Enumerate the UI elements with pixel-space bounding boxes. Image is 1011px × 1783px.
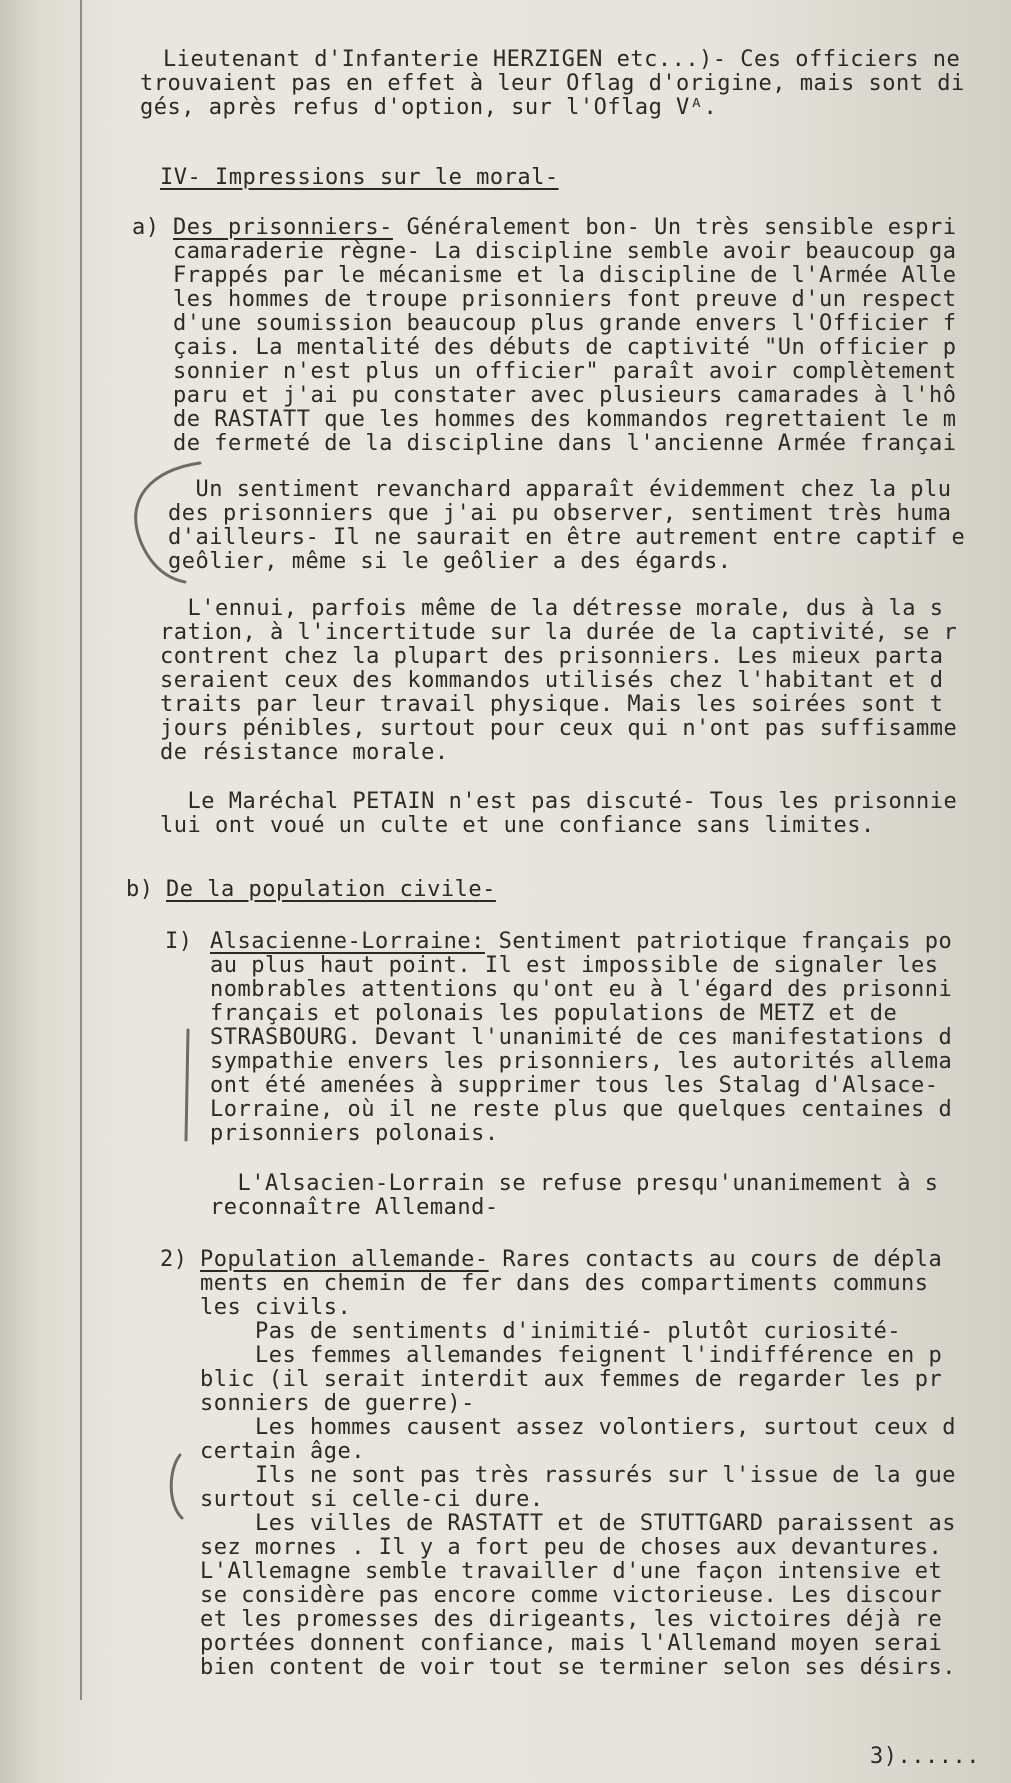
- intro-line: gés, après refus d'option, sur l'Oflag Vᴬ.: [140, 95, 718, 120]
- sub1-line: Lorraine, où il ne reste plus que quelques centaines d: [210, 1097, 953, 1122]
- part-a-p3-line: L'ennui, parfois même de la détresse morale, dus à la s: [160, 596, 944, 621]
- part-b-marker: b): [126, 877, 154, 902]
- sub1-line: au plus haut point. Il est impossible de signaler les: [210, 953, 939, 978]
- sub2-line: sez mornes . Il y a fort peu de choses aux devantures.: [200, 1535, 943, 1560]
- page-continuation: 3)......: [870, 1744, 980, 1769]
- sub2-line: portées donnent confiance, mais l'Allemand moyen serai: [200, 1631, 943, 1656]
- part-a-line: çais. La mentalité des débuts de captivité "Un officier p: [173, 335, 957, 360]
- part-a-p3-line: traits par leur travail physique. Mais les soirées sont t: [160, 692, 944, 717]
- sub2-line: Les femmes allemandes feignent l'indifférence en p: [200, 1343, 943, 1368]
- intro-line: Lieutenant d'Infanterie HERZIGEN etc...)- Ces officiers ne: [163, 47, 961, 72]
- part-a-p2-line: Un sentiment revanchard apparaît évidemment chez la plu: [168, 477, 952, 502]
- sub1-line: français et polonais les populations de METZ et de: [210, 1001, 898, 1026]
- part-a-line: sonnier n'est plus un officier" paraît avoir complètement: [173, 359, 957, 384]
- sub1-line: ont été amenées à supprimer tous les Stalag d'Alsace-: [210, 1073, 939, 1098]
- part-a-line: d'une soumission beaucoup plus grande envers l'Officier f: [173, 311, 957, 336]
- part-a-p4-line: Le Maréchal PETAIN n'est pas discuté- Tous les prisonnie: [160, 789, 958, 814]
- section-heading: IV- Impressions sur le moral-: [160, 165, 559, 190]
- sub2-line: et les promesses des dirigeants, les victoires déjà re: [200, 1607, 943, 1632]
- part-a-p4-line: lui ont voué un culte et une confiance sans limites.: [160, 813, 875, 838]
- sub2-line: se considère pas encore comme victorieuse. Les discour: [200, 1583, 943, 1608]
- part-a-p3-line: jours pénibles, surtout pour ceux qui n'ont pas suffisamme: [160, 716, 958, 741]
- sub2-line: L'Allemagne semble travailler d'une façon intensive et: [200, 1559, 943, 1584]
- sub2-line: surtout si celle-ci dure.: [200, 1487, 544, 1512]
- sub2-line: Ils ne sont pas très rassurés sur l'issue de la gue: [200, 1463, 956, 1488]
- sub1-p2-line: L'Alsacien-Lorrain se refuse presqu'unanimement à s: [210, 1171, 939, 1196]
- sub2-first-line: [200, 1248, 942, 1272]
- part-a-line: camaraderie règne- La discipline semble avoir beaucoup ga: [173, 239, 957, 264]
- part-b-title: De la population civile-: [166, 877, 496, 902]
- sub2-line: blic (il serait interdit aux femmes de regarder les pr: [200, 1367, 943, 1392]
- part-a-p3-line: contrent chez la plupart des prisonniers. Les mieux parta: [160, 644, 944, 669]
- sub1-first-line: [210, 930, 952, 954]
- part-a-line: Frappés par le mécanisme et la discipline de l'Armée Alle: [173, 263, 957, 288]
- sub2-line: certain âge.: [200, 1439, 365, 1464]
- part-a-title: Des prisonniers-: [173, 215, 393, 240]
- sub2-line: Les villes de RASTATT et de STUTTGARD paraissent as: [200, 1511, 956, 1536]
- part-a-p3-line: de résistance morale.: [160, 740, 449, 765]
- part-a-p2-line: des prisonniers que j'ai pu observer, sentiment très huma: [168, 501, 952, 526]
- part-a-marker: a): [132, 215, 160, 240]
- sub2-line: ments en chemin de fer dans des compartiments communs: [200, 1271, 929, 1296]
- part-a-first-line: [173, 216, 956, 240]
- part-a-p2-line: geôlier, même si le geôlier a des égards.: [168, 549, 732, 574]
- part-a-first-line-rest: Généralement bon- Un très sensible espri: [392, 215, 957, 240]
- part-a-p3-line: seraient ceux des kommandos utilisés chez l'habitant et d: [160, 668, 944, 693]
- sub2-line: Pas de sentiments d'inimitié- plutôt curiosité-: [200, 1319, 902, 1344]
- sub2-first-line-rest: Rares contacts au cours de dépla: [488, 1247, 943, 1272]
- sub2-line: Les hommes causent assez volontiers, surtout ceux d: [200, 1415, 956, 1440]
- sub1-line: nombrables attentions qu'ont eu à l'égard des prisonni: [210, 977, 953, 1002]
- part-a-line: paru et j'ai pu constater avec plusieurs camarades à l'hô: [173, 383, 957, 408]
- sub1-line: sympathie envers les prisonniers, les autorités allema: [210, 1049, 953, 1074]
- part-a-p2-line: d'ailleurs- Il ne saurait en être autrement entre captif e: [168, 525, 966, 550]
- sub1-p2-line: reconnaître Allemand-: [210, 1195, 499, 1220]
- part-a-line: de RASTATT que les hommes des kommandos regrettaient le m: [173, 407, 957, 432]
- sub1-marker: I): [165, 929, 193, 954]
- sub2-line: les civils.: [200, 1295, 352, 1320]
- part-a-line: les hommes de troupe prisonniers font preuve d'un respect: [173, 287, 957, 312]
- sub1-first-line-rest: Sentiment patriotique français po: [484, 929, 953, 954]
- part-a-line: de fermeté de la discipline dans l'ancienne Armée françai: [173, 431, 957, 456]
- sub1-line: prisonniers polonais.: [210, 1121, 499, 1146]
- sub2-line: bien content de voir tout se terminer selon ses désirs.: [200, 1655, 956, 1680]
- part-a-p3-line: ration, à l'incertitude sur la durée de la captivité, se r: [160, 620, 958, 645]
- intro-line: trouvaient pas en effet à leur Oflag d'origine, mais sont di: [140, 71, 965, 96]
- sub1-title: Alsacienne-Lorraine:: [210, 929, 485, 954]
- sub2-line: sonniers de guerre)-: [200, 1391, 475, 1416]
- sub1-line: STRASBOURG. Devant l'unanimité de ces manifestations d: [210, 1025, 953, 1050]
- sub2-marker: 2): [160, 1247, 188, 1272]
- sub2-title: Population allemande-: [200, 1247, 489, 1272]
